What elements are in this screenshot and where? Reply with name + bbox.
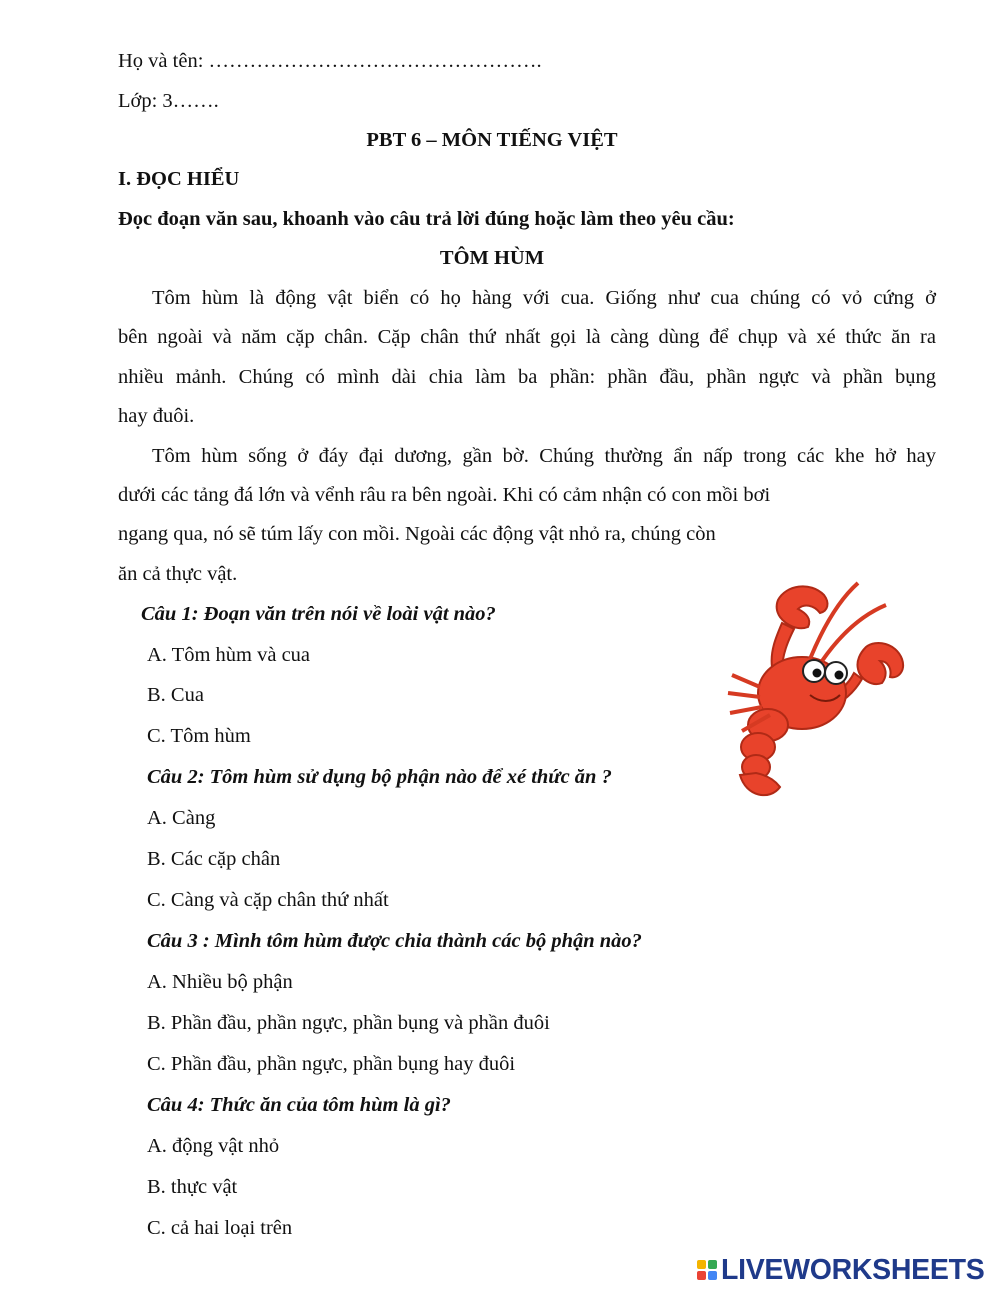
- answer-option[interactable]: B. Các cặp chân: [147, 848, 281, 870]
- answer-option[interactable]: A. động vật nhỏ: [147, 1135, 280, 1157]
- question-2: Câu 2: Tôm hùm sử dụng bộ phận nào để xé thức ăn ?: [147, 766, 612, 788]
- question-3: Câu 3 : Mình tôm hùm được chia thành các bộ phận nào?: [147, 930, 642, 952]
- passage-line: dưới các tảng đá lớn và vểnh râu ra bên ngoài. Khi có cảm nhận có con mồi bơi: [118, 484, 771, 506]
- answer-option[interactable]: C. Càng và cặp chân thứ nhất: [147, 889, 389, 911]
- brand-text: LIVEWORKSHEETS: [721, 1253, 985, 1286]
- section-heading: I. ĐỌC HIỂU: [118, 168, 240, 190]
- question-1: Câu 1: Đoạn văn trên nói về loài vật nào?: [141, 603, 496, 625]
- name-line: Họ và tên: ………………………………………….: [118, 50, 542, 72]
- passage-line: nhiều mảnh. Chúng có mình dài chia làm ba phần: phần đầu, phần ngực và phần bụng: [118, 366, 936, 388]
- answer-option[interactable]: A. Nhiều bộ phận: [147, 971, 293, 993]
- passage-line: ăn cả thực vật.: [118, 563, 238, 585]
- passage-line: Tôm hùm sống ở đáy đại dương, gần bờ. Chúng thường ẩn nấp trong các khe hở hay: [152, 445, 936, 467]
- answer-option[interactable]: B. thực vật: [147, 1176, 238, 1198]
- answer-option[interactable]: B. Phần đầu, phần ngực, phần bụng và phần đuôi: [147, 1012, 550, 1034]
- question-4: Câu 4: Thức ăn của tôm hùm là gì?: [147, 1094, 451, 1116]
- liveworksheets-icon: [697, 1260, 717, 1280]
- passage-line: ngang qua, nó sẽ túm lấy con mồi. Ngoài các động vật nhỏ ra, chúng còn: [118, 523, 716, 545]
- answer-option[interactable]: C. Phần đầu, phần ngực, phần bụng hay đuôi: [147, 1053, 516, 1075]
- answer-option[interactable]: A. Tôm hùm và cua: [147, 644, 311, 666]
- lobster-illustration: [690, 575, 920, 810]
- passage-line: Tôm hùm là động vật biển có họ hàng với cua. Giống như cua chúng có vỏ cứng ở: [152, 287, 936, 309]
- class-line: Lớp: 3…….: [118, 90, 219, 112]
- answer-option[interactable]: C. cả hai loại trên: [147, 1217, 293, 1239]
- answer-option[interactable]: C. Tôm hùm: [147, 725, 251, 747]
- worksheet-title: PBT 6 – MÔN TIẾNG VIỆT: [366, 129, 618, 151]
- passage-line: bên ngoài và năm cặp chân. Cặp chân thứ nhất gọi là càng dùng để chụp và xé thức ăn ra: [118, 326, 936, 348]
- passage-line: hay đuôi.: [118, 405, 195, 427]
- liveworksheets-logo: [697, 1253, 985, 1286]
- answer-option[interactable]: B. Cua: [147, 684, 204, 706]
- passage-title: TÔM HÙM: [439, 247, 545, 269]
- answer-option[interactable]: A. Càng: [147, 807, 216, 829]
- instruction: Đọc đoạn văn sau, khoanh vào câu trả lời đúng hoặc làm theo yêu cầu:: [118, 208, 735, 230]
